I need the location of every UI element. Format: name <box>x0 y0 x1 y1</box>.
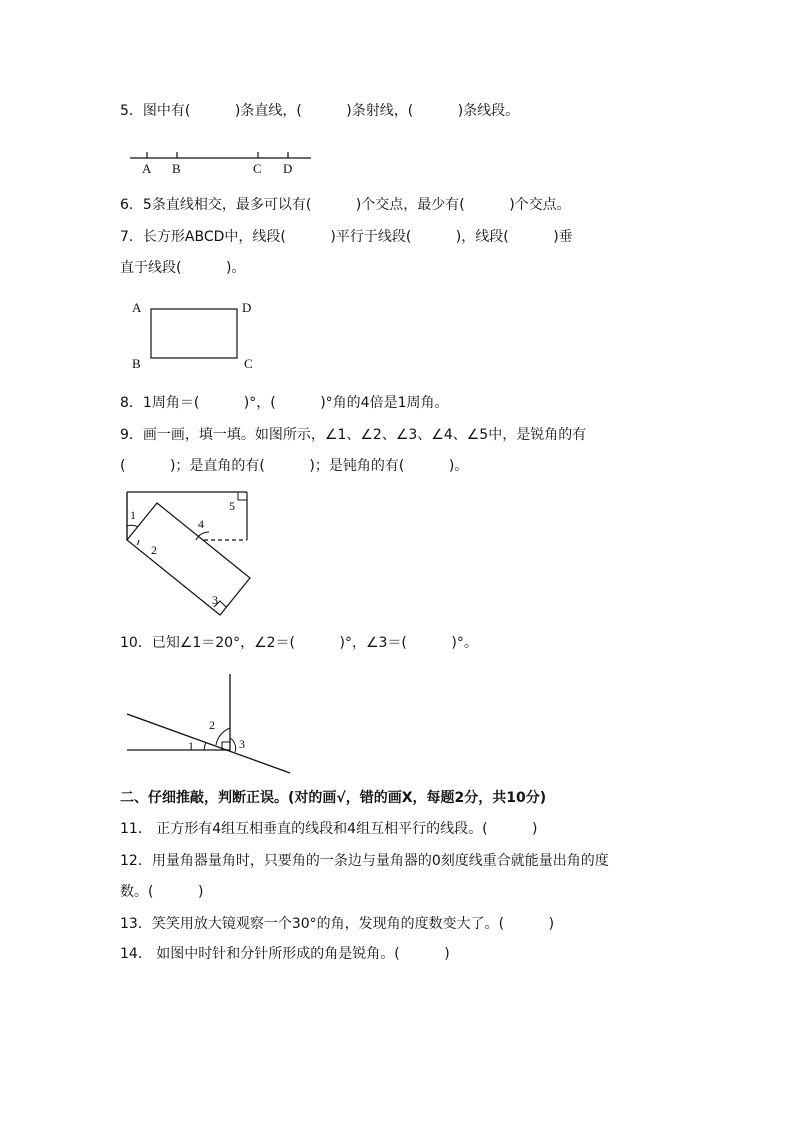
point-label-d: D <box>283 161 293 176</box>
angle-label-1: 1 <box>188 739 194 753</box>
angle-label-2: 2 <box>151 543 157 557</box>
corner-label-b: B <box>132 356 141 371</box>
angle-label-3: 3 <box>212 593 218 607</box>
angle-label-1: 1 <box>130 508 136 522</box>
point-label-c: C <box>253 161 262 176</box>
question-9-line2: ( )；是直角的有( )；是钝角的有( )。 <box>120 458 469 474</box>
question-9-line1: 9．画一画，填一填。如图所示，∠1、∠2、∠3、∠4、∠5中，是锐角的有 <box>120 427 587 443</box>
corner-label-c: C <box>244 356 253 371</box>
angle-label-5: 5 <box>229 499 235 513</box>
corner-label-d: D <box>242 300 252 315</box>
q9-overlapping-rectangles-figure <box>120 485 260 620</box>
question-7-line1: 7．长方形ABCD中，线段( )平行于线段( )，线段( )垂 <box>120 229 573 245</box>
angle-label-4: 4 <box>198 517 204 531</box>
q10-angles-figure <box>120 672 295 782</box>
question-5: 5．图中有( )条直线，( )条射线，( )条线段。 <box>120 103 520 119</box>
angle-label-2: 2 <box>209 718 215 732</box>
corner-label-a: A <box>132 300 142 315</box>
question-12-line2: 数。( ) <box>120 884 204 900</box>
q5-line-figure <box>125 147 320 177</box>
question-11: 11． 正方形有4组互相垂直的线段和4组互相平行的线段。( ) <box>120 821 538 837</box>
question-14: 14． 如图中时针和分针所形成的角是锐角。( ) <box>120 946 450 962</box>
question-12-line1: 12．用量角器量角时，只要角的一条边与量角器的0刻度线重合就能量出角的度 <box>120 853 609 869</box>
angle-label-3: 3 <box>239 737 245 751</box>
question-8: 8．1周角＝( )°，( )°角的4倍是1周角。 <box>120 395 449 411</box>
point-label-a: A <box>142 161 152 176</box>
question-10: 10．已知∠1＝20°，∠2＝( )°，∠3＝( )°。 <box>120 635 478 651</box>
question-13: 13．笑笑用放大镜观察一个30°的角，发现角的度数变大了。( ) <box>120 916 555 932</box>
question-7-line2: 直于线段( )。 <box>120 260 246 276</box>
section-2-heading: 二、仔细推敲，判断正误。(对的画√，错的画X，每题2分，共10分) <box>120 790 547 806</box>
point-label-b: B <box>172 161 181 176</box>
question-6: 6．5条直线相交，最多可以有( )个交点，最少有( )个交点。 <box>120 197 571 213</box>
q7-rectangle-figure <box>128 296 268 376</box>
